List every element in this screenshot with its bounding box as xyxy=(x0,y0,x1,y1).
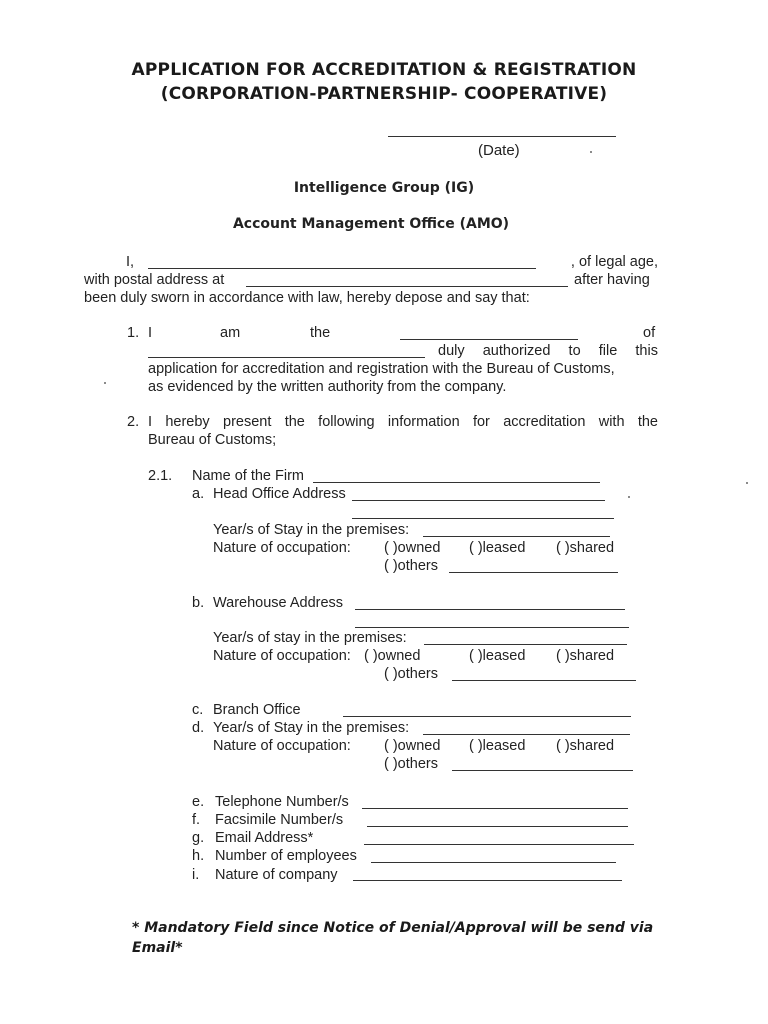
head-office-owned: ( )owned xyxy=(384,540,441,556)
d-letter: d. xyxy=(192,720,205,736)
scan-speck xyxy=(628,496,630,498)
word: authorized xyxy=(482,343,551,359)
item1-line2 xyxy=(438,343,658,359)
branch-others-blank xyxy=(452,770,633,771)
head-office-shared: ( )shared xyxy=(556,540,615,556)
intro-i-label: I, xyxy=(126,254,135,270)
nature-company-blank xyxy=(353,880,622,881)
i-letter: i. xyxy=(192,867,200,883)
branch-office-label: Branch Office xyxy=(213,702,301,718)
section21-number: 2.1. xyxy=(148,468,173,484)
warehouse-stay-label: Year/s of stay in the premises: xyxy=(213,630,407,646)
word: for xyxy=(472,414,490,430)
employees-label: Number of employees xyxy=(215,848,357,864)
telephone-label: Telephone Number/s xyxy=(215,794,349,810)
word: following xyxy=(318,414,375,430)
warehouse-others-blank xyxy=(452,680,636,681)
head-office-others: ( )others xyxy=(384,558,438,574)
email-blank xyxy=(364,844,634,845)
word: with xyxy=(598,414,625,430)
scan-speck xyxy=(590,151,592,153)
item1-number: 1. xyxy=(127,325,140,341)
head-office-nature-label: Nature of occupation: xyxy=(213,540,351,556)
f-letter: f. xyxy=(192,812,201,828)
form-title-line1: APPLICATION FOR ACCREDITATION & REGISTRATION xyxy=(131,60,637,80)
warehouse-nature-label: Nature of occupation: xyxy=(213,648,351,664)
word: information xyxy=(387,414,460,430)
nature-company-label: Nature of company xyxy=(215,867,338,883)
firm-name-blank xyxy=(313,482,600,483)
date-label: (Date) xyxy=(478,142,520,159)
word: to xyxy=(568,343,581,359)
item1-line4: as evidenced by the written authority from the company. xyxy=(148,379,507,395)
item1-word-i: I xyxy=(148,325,153,341)
word: present xyxy=(223,414,272,430)
warehouse-blank-2 xyxy=(355,627,629,628)
branch-office-blank xyxy=(343,716,631,717)
branch-nature-label: Nature of occupation: xyxy=(213,738,351,754)
intro-postal-prefix: with postal address at xyxy=(84,272,225,288)
item2-number: 2. xyxy=(127,414,140,430)
item1-line3: application for accreditation and registration with the Bureau of Customs, xyxy=(148,361,615,377)
word: the xyxy=(284,414,305,430)
postal-address-blank xyxy=(246,286,568,287)
item1-word-the: the xyxy=(310,325,331,341)
branch-others: ( )others xyxy=(384,756,438,772)
warehouse-others: ( )others xyxy=(384,666,438,682)
b-letter: b. xyxy=(192,595,205,611)
employees-blank xyxy=(371,862,616,863)
head-office-stay-blank xyxy=(423,536,610,537)
date-blank xyxy=(388,136,616,137)
email-label: Email Address* xyxy=(215,830,314,846)
word: the xyxy=(637,414,658,430)
warehouse-blank-1 xyxy=(355,609,625,610)
c-letter: c. xyxy=(192,702,204,718)
warehouse-owned: ( )owned xyxy=(364,648,421,664)
word: hereby xyxy=(165,414,210,430)
branch-leased: ( )leased xyxy=(469,738,526,754)
intro-legal-age: , of legal age, xyxy=(570,254,658,270)
word: this xyxy=(635,343,658,359)
head-office-blank-2 xyxy=(352,518,614,519)
g-letter: g. xyxy=(192,830,205,846)
warehouse-shared: ( )shared xyxy=(556,648,615,664)
word: accreditation xyxy=(503,414,586,430)
warehouse-stay-blank xyxy=(424,644,627,645)
mandatory-footnote: * Mandatory Field since Notice of Denial/Approval will be send via Email* xyxy=(132,920,654,956)
word: file xyxy=(598,343,618,359)
warehouse-label: Warehouse Address xyxy=(213,595,344,611)
company-blank xyxy=(148,357,425,358)
word: duly xyxy=(438,343,465,359)
item2-line2: Bureau of Customs; xyxy=(148,432,277,448)
firm-name-label: Name of the Firm xyxy=(192,468,304,484)
head-office-label: Head Office Address xyxy=(213,486,346,502)
branch-shared: ( )shared xyxy=(556,738,615,754)
intro-after-having: after having xyxy=(574,272,650,288)
head-office-others-blank xyxy=(449,572,618,573)
office-heading: Account Management Office (AMO) xyxy=(232,216,510,232)
item1-word-am: am xyxy=(220,325,241,341)
name-blank xyxy=(148,268,536,269)
head-office-leased: ( )leased xyxy=(469,540,526,556)
branch-stay-label: Year/s of Stay in the premises: xyxy=(213,720,410,736)
scan-speck xyxy=(746,482,748,484)
a-letter: a. xyxy=(192,486,205,502)
facsimile-blank xyxy=(367,826,628,827)
telephone-blank xyxy=(362,808,628,809)
warehouse-leased: ( )leased xyxy=(469,648,526,664)
branch-owned: ( )owned xyxy=(384,738,441,754)
branch-stay-blank xyxy=(423,734,630,735)
item1-word-of: of xyxy=(643,325,656,341)
form-title-line2: (CORPORATION-PARTNERSHIP- COOPERATIVE) xyxy=(160,84,608,104)
scan-speck xyxy=(104,382,106,384)
word: I xyxy=(148,414,153,430)
position-blank xyxy=(400,339,578,340)
head-office-blank-1 xyxy=(352,500,605,501)
group-heading: Intelligence Group (IG) xyxy=(293,180,475,196)
h-letter: h. xyxy=(192,848,205,864)
intro-sworn: been duly sworn in accordance with law, hereby depose and say that: xyxy=(84,290,530,306)
e-letter: e. xyxy=(192,794,205,810)
facsimile-label: Facsimile Number/s xyxy=(215,812,344,828)
item2-line1 xyxy=(148,414,658,430)
head-office-stay-label: Year/s of Stay in the premises: xyxy=(213,522,410,538)
